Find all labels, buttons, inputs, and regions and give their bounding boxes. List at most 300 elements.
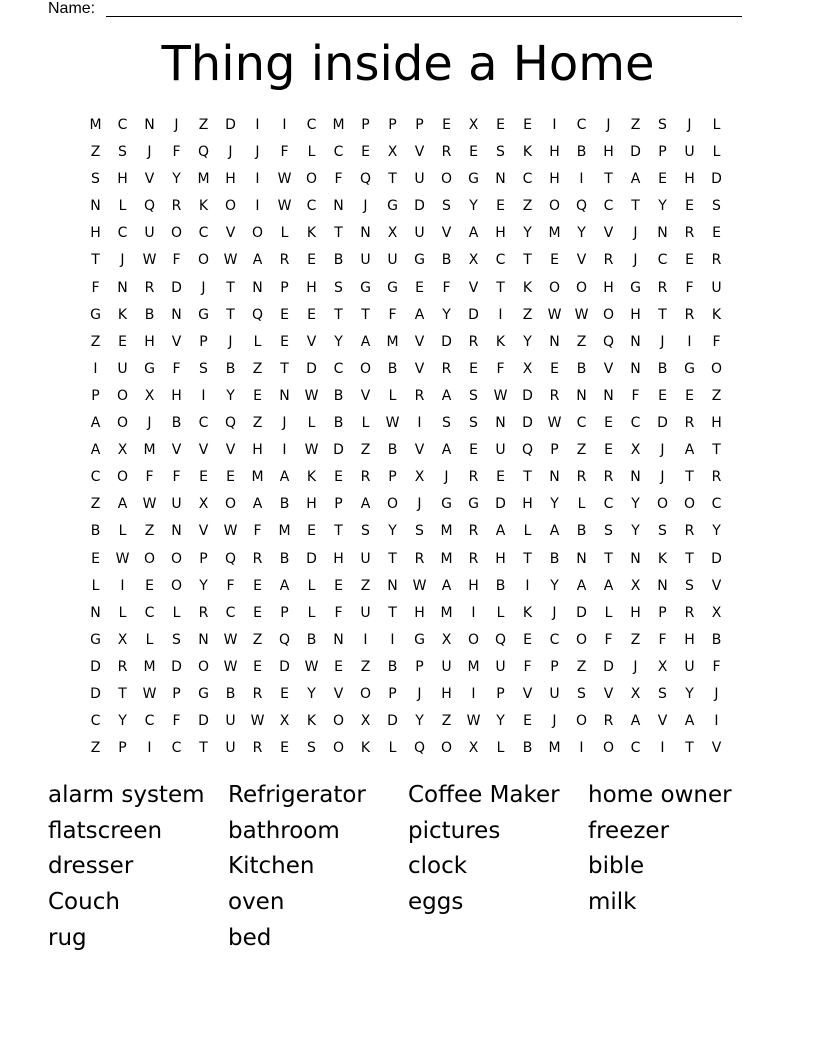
grid-letter: C [171, 740, 182, 757]
grid-letter: H [144, 333, 155, 350]
grid-letter: X [360, 713, 371, 730]
grid-letter: A [576, 577, 587, 594]
word-list-item: Kitchen [228, 853, 315, 880]
letter-grid [82, 112, 730, 762]
grid-letter: Y [631, 496, 640, 513]
grid-letter: O [251, 225, 264, 242]
grid-letter: T [631, 198, 640, 215]
grid-letter: Z [576, 658, 587, 675]
grid-letter: O [143, 550, 156, 567]
grid-letter: K [522, 279, 533, 296]
page-title: Thing inside a Home [161, 36, 655, 92]
name-underline [106, 2, 742, 17]
grid-letter: U [414, 171, 425, 188]
grid-letter: V [441, 225, 452, 242]
grid-letter: L [307, 144, 316, 161]
grid-letter: X [468, 117, 479, 133]
grid-letter: L [118, 198, 127, 215]
grid-letter: R [657, 279, 668, 296]
grid-letter: T [388, 550, 397, 567]
grid-letter: L [388, 740, 397, 757]
grid-letter: N [360, 225, 371, 242]
grid-letter: F [334, 604, 343, 621]
grid-letter: X [117, 442, 128, 459]
grid-letter: N [495, 415, 506, 432]
grid-letter: K [198, 198, 209, 215]
grid-letter: A [441, 442, 452, 459]
grid-letter: Y [172, 171, 181, 188]
grid-letter: V [333, 685, 344, 702]
grid-letter: W [304, 658, 319, 675]
grid-letter: B [333, 252, 344, 269]
grid-letter: I [147, 740, 152, 757]
grid-letter: H [171, 387, 182, 404]
grid-letter: F [172, 144, 181, 161]
grid-letter: U [495, 442, 506, 459]
grid-letter: E [496, 469, 505, 486]
grid-letter: R [468, 469, 479, 486]
grid-letter: T [685, 550, 694, 567]
grid-letter: R [171, 198, 182, 215]
grid-letter: J [660, 442, 665, 459]
grid-letter: Y [550, 496, 559, 513]
grid-letter: A [360, 333, 371, 350]
grid-letter: O [224, 496, 237, 513]
grid-letter: E [253, 577, 262, 594]
grid-letter: F [253, 523, 262, 540]
grid-letter: E [253, 658, 262, 675]
grid-letter: W [115, 550, 130, 567]
grid-letter: E [253, 387, 262, 404]
grid-letter: F [604, 631, 613, 648]
grid-letter: E [523, 117, 532, 133]
grid-letter: J [660, 469, 665, 486]
grid-letter: R [576, 469, 587, 486]
grid-letter: X [279, 713, 290, 730]
grid-letter: X [414, 469, 425, 486]
grid-letter: G [684, 360, 695, 377]
grid-letter: Y [550, 577, 559, 594]
grid-letter: O [116, 387, 129, 404]
grid-letter: R [441, 144, 452, 161]
grid-letter: H [90, 225, 101, 242]
grid-letter: Z [522, 198, 533, 215]
grid-letter: C [576, 415, 587, 432]
grid-letter: N [90, 198, 101, 215]
grid-letter: W [250, 713, 265, 730]
grid-letter: K [657, 550, 668, 567]
grid-letter: F [523, 658, 532, 675]
grid-letter: Y [118, 713, 127, 730]
grid-letter: C [306, 117, 317, 133]
grid-letter: K [306, 469, 317, 486]
grid-letter: R [414, 387, 425, 404]
grid-letter: W [277, 171, 292, 188]
grid-letter: G [414, 631, 425, 648]
grid-letter: J [660, 333, 665, 350]
grid-letter: V [603, 360, 614, 377]
grid-letter: W [304, 387, 319, 404]
grid-letter: L [712, 117, 721, 133]
grid-letter: Y [388, 523, 397, 540]
grid-letter: B [387, 360, 398, 377]
grid-letter: N [279, 387, 290, 404]
grid-letter: T [334, 225, 343, 242]
grid-letter: M [143, 442, 156, 459]
grid-letter: A [90, 415, 101, 432]
grid-letter: U [684, 144, 695, 161]
grid-letter: C [711, 496, 722, 513]
grid-letter: I [255, 117, 260, 133]
grid-letter: D [306, 360, 317, 377]
grid-letter: J [228, 333, 233, 350]
grid-letter: Z [711, 387, 722, 404]
grid-letter: H [549, 171, 560, 188]
grid-letter: A [630, 713, 641, 730]
grid-letter: E [442, 117, 451, 133]
grid-letter: E [712, 225, 721, 242]
grid-letter: L [496, 740, 505, 757]
grid-letter: E [550, 360, 559, 377]
grid-letter: R [198, 604, 209, 621]
grid-letter: U [495, 658, 506, 675]
grid-letter: F [712, 658, 721, 675]
grid-letter: O [197, 658, 210, 675]
grid-letter: U [441, 658, 452, 675]
grid-letter: X [468, 740, 479, 757]
grid-letter: L [172, 604, 181, 621]
grid-letter: M [467, 658, 480, 675]
name-field [48, 0, 742, 17]
grid-letter: Q [143, 198, 156, 215]
grid-letter: Q [494, 631, 507, 648]
grid-letter: N [198, 631, 209, 648]
grid-letter: E [604, 442, 613, 459]
grid-letter: Q [224, 550, 237, 567]
grid-letter: T [388, 604, 397, 621]
grid-letter: O [116, 415, 129, 432]
grid-letter: I [93, 360, 98, 377]
grid-letter: V [171, 442, 182, 459]
grid-letter: E [334, 658, 343, 675]
grid-letter: A [549, 523, 560, 540]
grid-letter: L [307, 577, 316, 594]
grid-letter: E [145, 577, 154, 594]
grid-letter: Z [576, 442, 587, 459]
grid-letter: T [685, 469, 694, 486]
grid-letter: S [604, 523, 613, 540]
grid-letter: J [417, 685, 422, 702]
grid-letter: R [603, 713, 614, 730]
grid-letter: N [144, 117, 155, 133]
grid-letter: T [199, 740, 208, 757]
grid-letter: Y [307, 685, 316, 702]
grid-letter: C [603, 496, 614, 513]
grid-letter: B [441, 252, 452, 269]
grid-letter: B [576, 144, 587, 161]
grid-letter: R [468, 550, 479, 567]
grid-letter: Z [522, 306, 533, 323]
grid-letter: D [90, 658, 101, 675]
grid-letter: V [414, 144, 425, 161]
word-list-item: flatscreen [48, 817, 163, 844]
grid-letter: D [522, 415, 533, 432]
grid-letter: Z [252, 360, 263, 377]
grid-letter: S [496, 144, 505, 161]
grid-letter: X [144, 387, 155, 404]
grid-letter: A [360, 496, 371, 513]
grid-letter: F [91, 279, 100, 296]
grid-letter: O [602, 306, 615, 323]
grid-letter: U [549, 685, 560, 702]
grid-letter: F [712, 333, 721, 350]
grid-letter: E [280, 685, 289, 702]
grid-letter: H [630, 306, 641, 323]
grid-letter: K [522, 604, 533, 621]
grid-letter: D [576, 604, 587, 621]
grid-letter: R [252, 550, 263, 567]
grid-letter: V [468, 279, 479, 296]
grid-letter: F [685, 279, 694, 296]
grid-letter: H [117, 171, 128, 188]
grid-letter: E [361, 144, 370, 161]
grid-letter: E [118, 333, 127, 350]
grid-letter: Q [575, 198, 588, 215]
grid-letter: V [576, 252, 587, 269]
grid-letter: V [414, 442, 425, 459]
grid-letter: A [630, 171, 641, 188]
grid-letter: A [252, 252, 263, 269]
grid-letter: E [523, 713, 532, 730]
grid-letter: V [603, 685, 614, 702]
grid-letter: T [388, 171, 397, 188]
grid-letter: L [91, 577, 100, 594]
grid-letter: L [307, 604, 316, 621]
grid-letter: P [388, 685, 397, 702]
grid-letter: F [145, 469, 154, 486]
grid-letter: G [468, 171, 479, 188]
grid-letter: N [630, 550, 641, 567]
grid-letter: I [282, 442, 287, 459]
grid-letter: R [279, 252, 290, 269]
grid-letter: P [415, 658, 424, 675]
grid-letter: U [360, 550, 371, 567]
grid-letter: E [496, 117, 505, 133]
grid-letter: B [171, 415, 182, 432]
grid-letter: R [441, 360, 452, 377]
grid-letter: B [90, 523, 101, 540]
grid-letter: R [684, 604, 695, 621]
grid-letter: I [471, 685, 476, 702]
grid-letter: H [252, 442, 263, 459]
grid-letter: G [90, 306, 101, 323]
grid-letter: T [496, 279, 505, 296]
grid-letter: J [201, 279, 206, 296]
grid-letter: Y [442, 306, 451, 323]
grid-letter: T [226, 306, 235, 323]
grid-letter: P [361, 117, 370, 133]
grid-letter: D [711, 171, 722, 188]
grid-letter: Y [199, 577, 208, 594]
grid-letter: C [306, 198, 317, 215]
word-list-item: bathroom [228, 817, 340, 844]
grid-letter: C [495, 252, 506, 269]
grid-letter: Z [360, 577, 371, 594]
grid-letter: G [414, 252, 425, 269]
grid-letter: N [171, 523, 182, 540]
grid-letter: N [576, 387, 587, 404]
grid-letter: Q [359, 171, 372, 188]
grid-letter: R [414, 550, 425, 567]
grid-letter: O [575, 631, 588, 648]
grid-letter: R [603, 469, 614, 486]
grid-letter: P [388, 117, 397, 133]
grid-letter: D [441, 333, 452, 350]
grid-letter: X [387, 225, 398, 242]
grid-letter: M [440, 604, 453, 621]
grid-letter: S [658, 523, 667, 540]
grid-letter: P [550, 442, 559, 459]
grid-letter: A [684, 442, 695, 459]
grid-letter: S [658, 685, 667, 702]
grid-letter: N [603, 387, 614, 404]
grid-letter: E [685, 252, 694, 269]
grid-letter: U [225, 740, 236, 757]
grid-letter: Z [252, 415, 263, 432]
word-list-item: rug [48, 924, 87, 951]
grid-letter: N [117, 279, 128, 296]
grid-letter: Y [577, 225, 586, 242]
grid-letter: R [117, 658, 128, 675]
grid-letter: J [687, 117, 692, 133]
grid-letter: Z [144, 523, 155, 540]
grid-letter: D [171, 658, 182, 675]
grid-letter: U [117, 360, 128, 377]
grid-letter: M [332, 117, 345, 133]
grid-letter: L [577, 496, 586, 513]
grid-letter: Z [630, 631, 641, 648]
grid-letter: K [495, 333, 506, 350]
grid-letter: E [280, 333, 289, 350]
grid-letter: G [90, 631, 101, 648]
grid-letter: B [387, 442, 398, 459]
grid-letter: O [548, 198, 561, 215]
word-list-item: dresser [48, 853, 134, 880]
grid-letter: H [684, 171, 695, 188]
grid-letter: H [306, 279, 317, 296]
grid-letter: Z [576, 333, 587, 350]
grid-letter: O [440, 740, 453, 757]
grid-letter: L [496, 604, 505, 621]
grid-letter: S [658, 117, 667, 133]
grid-letter: C [90, 469, 101, 486]
grid-letter: R [144, 279, 155, 296]
grid-letter: Z [198, 117, 209, 133]
grid-letter: Z [90, 144, 101, 161]
grid-letter: O [575, 279, 588, 296]
grid-letter: O [602, 740, 615, 757]
grid-letter: I [255, 171, 260, 188]
grid-letter: X [117, 631, 128, 648]
grid-letter: Q [521, 442, 534, 459]
grid-letter: N [333, 631, 344, 648]
grid-letter: E [604, 415, 613, 432]
grid-letter: R [603, 252, 614, 269]
grid-letter: X [630, 685, 641, 702]
grid-letter: G [630, 279, 641, 296]
grid-letter: U [414, 225, 425, 242]
grid-letter: J [606, 117, 611, 133]
grid-letter: O [116, 469, 129, 486]
grid-letter: V [198, 523, 209, 540]
grid-letter: R [684, 306, 695, 323]
grid-letter: B [549, 550, 560, 567]
grid-letter: H [495, 225, 506, 242]
grid-letter: P [658, 604, 667, 621]
grid-letter: O [332, 740, 345, 757]
grid-letter: S [334, 279, 343, 296]
grid-letter: O [386, 496, 399, 513]
word-list-item: alarm system [48, 782, 205, 808]
grid-letter: V [171, 333, 182, 350]
grid-letter: R [549, 387, 560, 404]
grid-letter: S [442, 415, 451, 432]
grid-letter: I [525, 577, 530, 594]
grid-letter: W [277, 198, 292, 215]
grid-letter: H [630, 604, 641, 621]
grid-letter: W [142, 252, 157, 269]
grid-letter: X [630, 577, 641, 594]
word-list-item: bed [228, 924, 272, 951]
grid-letter: C [522, 171, 533, 188]
grid-letter: U [360, 252, 371, 269]
grid-letter: N [549, 333, 560, 350]
grid-letter: D [306, 550, 317, 567]
grid-letter: X [711, 604, 722, 621]
grid-letter: X [387, 144, 398, 161]
grid-letter: N [630, 333, 641, 350]
grid-letter: U [387, 252, 398, 269]
grid-letter: I [201, 387, 206, 404]
grid-letter: F [172, 469, 181, 486]
grid-letter: I [390, 631, 395, 648]
grid-letter: J [444, 469, 449, 486]
grid-letter: T [118, 685, 127, 702]
grid-letter: J [147, 415, 152, 432]
grid-letter: G [198, 306, 209, 323]
grid-letter: E [685, 387, 694, 404]
grid-letter: J [363, 198, 368, 215]
grid-letter: S [199, 360, 208, 377]
grid-letter: M [89, 117, 102, 133]
grid-letter: B [225, 685, 236, 702]
grid-letter: M [548, 740, 561, 757]
grid-letter: W [223, 252, 238, 269]
grid-letter: R [684, 523, 695, 540]
grid-letter: C [630, 415, 641, 432]
grid-letter: M [143, 658, 156, 675]
grid-letter: F [442, 279, 451, 296]
grid-letter: N [495, 171, 506, 188]
grid-letter: T [604, 171, 613, 188]
grid-letter: S [118, 144, 127, 161]
grid-letter: L [712, 144, 721, 161]
grid-letter: E [496, 198, 505, 215]
grid-letter: W [142, 496, 157, 513]
grid-letter: E [280, 306, 289, 323]
grid-letter: Q [278, 631, 291, 648]
grid-letter: L [523, 523, 532, 540]
